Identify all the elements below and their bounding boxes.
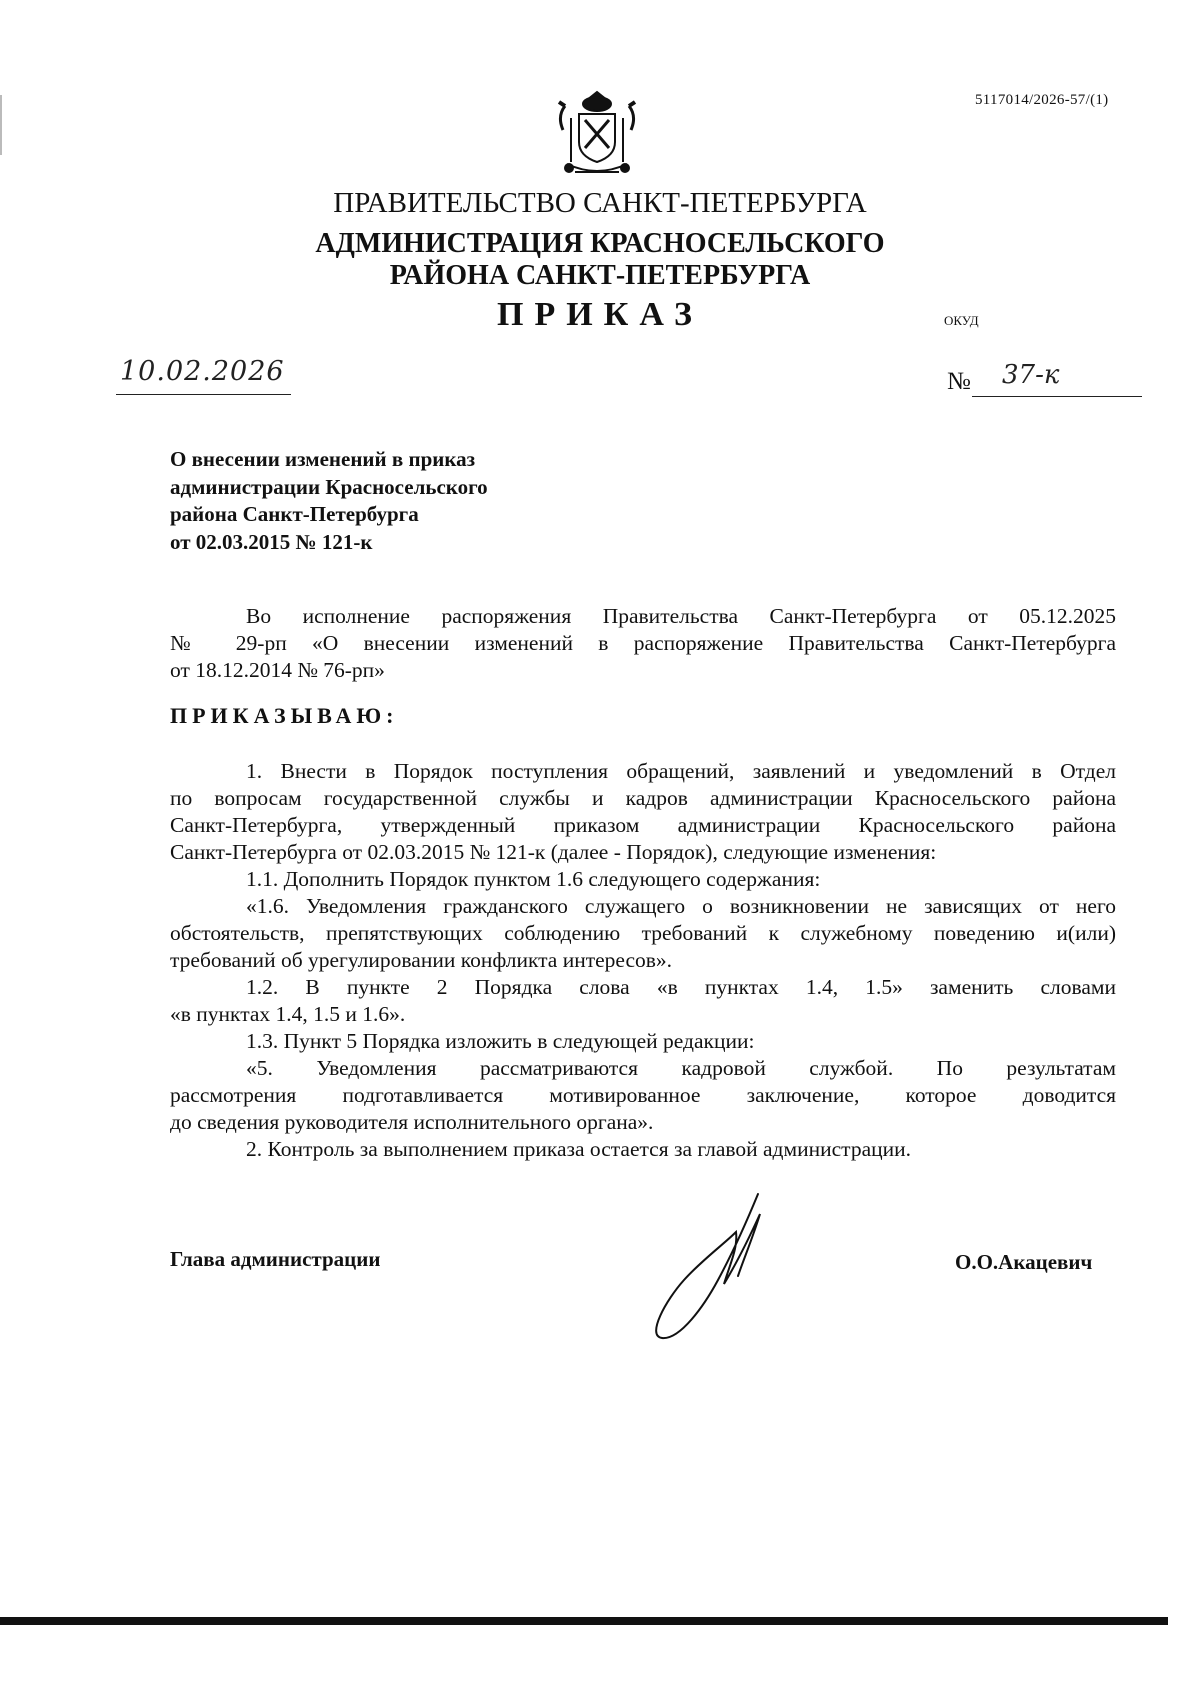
order-item-line: 1.3. Пункт 5 Порядка изложить в следующей редакции:	[246, 1029, 755, 1053]
order-item-line: Санкт-Петербурга от 02.03.2015 № 121-к (далее - Порядок), следующие изменения:	[170, 840, 937, 864]
order-item-line: 1.2. В пункте 2 Порядка слова «в пунктах 1.4, 1.5» заменить словами	[246, 975, 1116, 999]
scan-edge-mark	[0, 95, 2, 155]
administration-heading-line1: АДМИНИСТРАЦИЯ КРАСНОСЕЛЬСКОГО	[315, 228, 885, 259]
order-item-line: обстоятельств, препятствующих соблюдению требований к служебному поведению и(или)	[170, 921, 1116, 945]
order-item-line: «в пунктах 1.4, 1.5 и 1.6».	[170, 1002, 406, 1026]
order-item-line: требований об урегулировании конфликта интересов».	[170, 948, 673, 972]
subject-line: О внесении изменений в приказ	[170, 447, 476, 471]
page-bottom-bar	[0, 1617, 1168, 1625]
intro-line: Во исполнение распоряжения Правительства Санкт-Петербурга от 05.12.2025	[246, 604, 1116, 628]
order-item-line: «5. Уведомления рассматриваются кадровой службой. По результатам	[246, 1056, 1116, 1080]
handwritten-number: 37-к	[1002, 360, 1060, 390]
handwritten-date: 10.02.2026	[120, 356, 285, 387]
order-item-line: 1.1. Дополнить Порядок пунктом 1.6 следующего содержания:	[246, 867, 821, 891]
order-item-line: Санкт-Петербурга, утвержденный приказом администрации Красносельского района	[170, 813, 1116, 837]
coat-of-arms-emblem	[545, 88, 649, 188]
order-word: ПРИКАЗЫВАЮ:	[170, 703, 399, 728]
subject-block	[170, 446, 488, 556]
subject-line: района Санкт-Петербурга	[170, 502, 419, 526]
government-heading: ПРАВИТЕЛЬСТВО САНКТ-ПЕТЕРБУРГА	[333, 187, 867, 219]
date-field	[116, 356, 291, 395]
order-item-line: 1. Внести в Порядок поступления обращений, заявлений и уведомлений в Отдел	[246, 759, 1116, 783]
number-label: №	[947, 368, 971, 395]
order-item-line: по вопросам государственной службы и кадров администрации Красносельского района	[170, 786, 1116, 810]
subject-line: администрации Красносельского	[170, 474, 488, 499]
order-item-line: рассмотрения подготавливается мотивированное заключение, которое доводится	[170, 1083, 1116, 1107]
order-item-line: до сведения руководителя исполнительного органа».	[170, 1110, 654, 1134]
subject-line: от 02.03.2015 № 121-к	[170, 529, 373, 554]
okud-label: ОКУД	[944, 313, 979, 328]
administration-heading-line2: РАЙОНА САНКТ-ПЕТЕРБУРГА	[389, 260, 811, 291]
document-type-title: ПРИКАЗ	[497, 296, 703, 333]
intro-line: от 18.12.2014 № 76-рп»	[170, 658, 385, 682]
intro-paragraph	[170, 603, 1116, 684]
signatory-title: Глава администрации	[170, 1247, 381, 1271]
document-id: 5117014/2026-57/(1)	[975, 92, 1109, 108]
order-item-line: 2. Контроль за выполнением приказа остается за главой администрации.	[246, 1137, 912, 1161]
order-items	[170, 758, 1116, 1163]
number-underline	[972, 396, 1142, 397]
signatory-name: О.О.Акацевич	[955, 1250, 1093, 1274]
order-item-line: «1.6. Уведомления гражданского служащего о возникновении не зависящих от него	[246, 894, 1116, 918]
handwritten-signature	[640, 1188, 790, 1348]
intro-line: № 29-рп «О внесении изменений в распоряжение Правительства Санкт-Петербурга	[170, 631, 1116, 655]
